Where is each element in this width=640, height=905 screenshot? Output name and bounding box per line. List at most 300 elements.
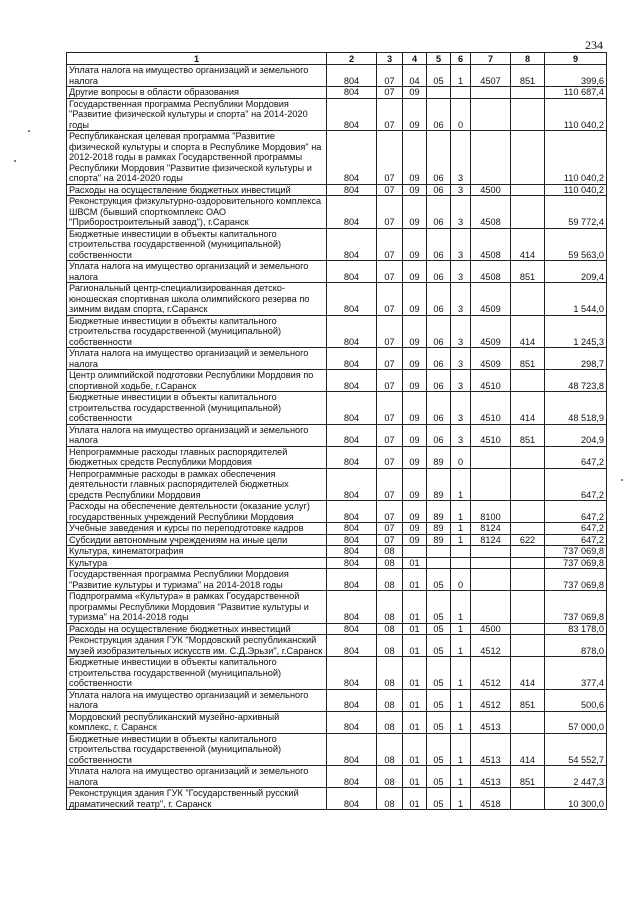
row-amount: 647,2 (545, 523, 607, 535)
row-code-2: 804 (327, 557, 377, 569)
row-code-8 (511, 370, 545, 392)
row-code-4: 09 (403, 315, 427, 348)
row-code-4: 01 (403, 635, 427, 657)
row-code-6: 3 (451, 261, 471, 283)
row-description: Расходы на осуществление бюджетных инвестиций (67, 184, 327, 196)
row-code-8: 851 (511, 348, 545, 370)
row-amount: 59 772,4 (545, 196, 607, 229)
table-row (67, 689, 607, 711)
row-code-3: 07 (377, 501, 403, 523)
row-code-2: 804 (327, 424, 377, 446)
row-code-6: 1 (451, 534, 471, 546)
row-code-3: 08 (377, 546, 403, 558)
row-code-8 (511, 283, 545, 316)
row-description: Уплата налога на имущество организаций и земельного налога (67, 348, 327, 370)
row-code-4: 09 (403, 534, 427, 546)
row-amount: 298,7 (545, 348, 607, 370)
row-description: Другие вопросы в области образования (67, 87, 327, 99)
row-code-6: 3 (451, 184, 471, 196)
table-row (67, 501, 607, 523)
row-code-2: 804 (327, 501, 377, 523)
budget-table (66, 52, 607, 810)
row-description: Непрограммные расходы главных распорядителей бюджетных средств Республики Мордовия (67, 446, 327, 468)
row-amount: 48 723,8 (545, 370, 607, 392)
row-code-7: 4513 (471, 711, 511, 733)
row-description: Бюджетные инвестиции в объекты капитального строительства государственной (муниципальной) собственности (67, 228, 327, 261)
table-row (67, 711, 607, 733)
row-code-2: 804 (327, 711, 377, 733)
row-code-2: 804 (327, 468, 377, 501)
row-code-7: 4509 (471, 283, 511, 316)
row-code-3: 08 (377, 623, 403, 635)
table-row (67, 788, 607, 810)
row-code-6: 1 (451, 501, 471, 523)
row-amount: 1 245,3 (545, 315, 607, 348)
table-row (67, 315, 607, 348)
scan-speck (621, 479, 623, 481)
row-code-6: 1 (451, 657, 471, 690)
table-row (67, 733, 607, 766)
row-code-8 (511, 87, 545, 99)
row-description: Уплата налога на имущество организаций и земельного налога (67, 766, 327, 788)
row-code-7: 4508 (471, 261, 511, 283)
row-code-2: 804 (327, 446, 377, 468)
row-code-7: 4500 (471, 184, 511, 196)
row-code-7 (471, 468, 511, 501)
row-code-3: 07 (377, 446, 403, 468)
row-code-5 (427, 557, 451, 569)
row-description: Республиканская целевая программа "Развитие физической культуры и спорта в Республике Мордовия" на 2012-2018 годы в рамках Государственной программы Республики Мордовия "Развитие физической культуры и спорта" на 2014-2020 годы (67, 131, 327, 185)
row-amount: 737 069,8 (545, 591, 607, 624)
row-code-5: 06 (427, 131, 451, 185)
row-code-8: 414 (511, 392, 545, 425)
row-code-3: 08 (377, 569, 403, 591)
row-code-5: 06 (427, 348, 451, 370)
row-code-6: 0 (451, 98, 471, 131)
row-code-4: 01 (403, 557, 427, 569)
row-code-2: 804 (327, 546, 377, 558)
row-code-4: 09 (403, 228, 427, 261)
header-cell: 4 (403, 53, 427, 65)
row-amount: 737 069,8 (545, 557, 607, 569)
header-cell: 5 (427, 53, 451, 65)
row-code-2: 804 (327, 184, 377, 196)
row-code-4: 01 (403, 711, 427, 733)
row-description: Непрограммные расходы в рамках обеспечения деятельности главных распорядителей бюджетных средств Республики Мордовия (67, 468, 327, 501)
header-cell: 1 (67, 53, 327, 65)
row-code-6: 3 (451, 370, 471, 392)
table-row (67, 98, 607, 131)
header-cell: 9 (545, 53, 607, 65)
row-code-7: 8124 (471, 523, 511, 535)
row-description: Реконструкция здания ГУК "Государственный русский драматический театр", г. Саранск (67, 788, 327, 810)
row-code-6: 3 (451, 424, 471, 446)
row-description: Реконструкция здания ГУК "Мордовский республиканский музей изобразительных искусств им. С.Д.Эрьзи", г.Саранск (67, 635, 327, 657)
row-code-2: 804 (327, 65, 377, 87)
row-code-6: 3 (451, 348, 471, 370)
row-code-2: 804 (327, 261, 377, 283)
row-code-2: 804 (327, 766, 377, 788)
row-code-4: 09 (403, 446, 427, 468)
row-code-2: 804 (327, 283, 377, 316)
row-amount: 737 069,8 (545, 546, 607, 558)
row-code-5: 06 (427, 370, 451, 392)
row-code-8: 414 (511, 315, 545, 348)
row-code-7: 4510 (471, 370, 511, 392)
row-description: Бюджетные инвестиции в объекты капитального строительства государственной (муниципальной) собственности (67, 657, 327, 690)
row-amount: 204,9 (545, 424, 607, 446)
table-row (67, 446, 607, 468)
row-code-3: 07 (377, 424, 403, 446)
row-code-2: 804 (327, 623, 377, 635)
row-code-8 (511, 623, 545, 635)
row-code-7: 4512 (471, 635, 511, 657)
header-cell: 8 (511, 53, 545, 65)
table-row (67, 228, 607, 261)
row-code-6: 1 (451, 65, 471, 87)
row-code-6: 0 (451, 569, 471, 591)
row-code-5: 05 (427, 569, 451, 591)
row-code-3: 07 (377, 523, 403, 535)
row-code-8: 851 (511, 261, 545, 283)
row-code-8: 414 (511, 228, 545, 261)
row-code-6 (451, 87, 471, 99)
row-code-6: 1 (451, 733, 471, 766)
row-code-4: 09 (403, 501, 427, 523)
header-cell: 7 (471, 53, 511, 65)
row-code-3: 08 (377, 557, 403, 569)
scan-speck (14, 160, 16, 162)
row-code-2: 804 (327, 591, 377, 624)
row-code-2: 804 (327, 523, 377, 535)
row-amount: 647,2 (545, 501, 607, 523)
table-row (67, 534, 607, 546)
table-row (67, 569, 607, 591)
row-code-7 (471, 546, 511, 558)
row-code-6: 1 (451, 468, 471, 501)
row-code-2: 804 (327, 87, 377, 99)
row-code-4: 09 (403, 523, 427, 535)
row-amount: 83 178,0 (545, 623, 607, 635)
row-code-3: 08 (377, 635, 403, 657)
table-row (67, 87, 607, 99)
row-code-8 (511, 788, 545, 810)
row-code-2: 804 (327, 228, 377, 261)
row-code-5: 89 (427, 501, 451, 523)
row-code-5: 05 (427, 591, 451, 624)
row-code-6: 1 (451, 766, 471, 788)
row-amount: 647,2 (545, 446, 607, 468)
row-description: Учебные заведения и курсы по переподготовке кадров (67, 523, 327, 535)
row-code-3: 07 (377, 348, 403, 370)
row-amount: 737 069,8 (545, 569, 607, 591)
row-amount: 59 563,0 (545, 228, 607, 261)
row-code-7: 4500 (471, 623, 511, 635)
row-code-3: 07 (377, 87, 403, 99)
row-code-4: 09 (403, 184, 427, 196)
row-amount: 110 687,4 (545, 87, 607, 99)
row-code-6: 3 (451, 228, 471, 261)
row-code-8 (511, 523, 545, 535)
row-code-5 (427, 546, 451, 558)
row-code-8: 414 (511, 657, 545, 690)
row-code-5: 05 (427, 623, 451, 635)
row-description: Уплата налога на имущество организаций и земельного налога (67, 261, 327, 283)
row-code-6: 1 (451, 591, 471, 624)
row-code-7: 4512 (471, 657, 511, 690)
row-code-8: 851 (511, 424, 545, 446)
row-code-4: 09 (403, 196, 427, 229)
row-amount: 377,4 (545, 657, 607, 690)
row-code-3: 07 (377, 131, 403, 185)
row-code-7 (471, 591, 511, 624)
row-code-4: 09 (403, 392, 427, 425)
row-description: Культура (67, 557, 327, 569)
row-code-8: 851 (511, 689, 545, 711)
row-code-2: 804 (327, 689, 377, 711)
row-code-8 (511, 635, 545, 657)
row-description: Расходы на осуществление бюджетных инвестиций (67, 623, 327, 635)
row-code-5: 05 (427, 766, 451, 788)
table-row (67, 623, 607, 635)
row-code-2: 804 (327, 370, 377, 392)
row-code-4: 09 (403, 468, 427, 501)
row-code-7: 8100 (471, 501, 511, 523)
row-code-5: 89 (427, 446, 451, 468)
row-code-5: 06 (427, 196, 451, 229)
row-code-5: 06 (427, 424, 451, 446)
row-code-6: 1 (451, 788, 471, 810)
row-code-8 (511, 711, 545, 733)
table-row (67, 557, 607, 569)
table-row (67, 523, 607, 535)
row-code-4: 09 (403, 87, 427, 99)
row-code-2: 804 (327, 733, 377, 766)
row-description: Мордовский республиканский музейно-архивный комплекс, г. Саранск (67, 711, 327, 733)
table-row (67, 283, 607, 316)
row-amount: 54 552,7 (545, 733, 607, 766)
row-code-5: 05 (427, 689, 451, 711)
table-row (67, 766, 607, 788)
row-description: Центр олимпийской подготовки Республики Мордовия по спортивной ходьбе, г.Саранск (67, 370, 327, 392)
row-code-7: 4508 (471, 196, 511, 229)
row-code-2: 804 (327, 98, 377, 131)
row-amount: 1 544,0 (545, 283, 607, 316)
row-code-8 (511, 98, 545, 131)
row-code-7: 4510 (471, 424, 511, 446)
row-amount: 48 518,9 (545, 392, 607, 425)
row-code-4: 01 (403, 623, 427, 635)
row-code-5: 05 (427, 733, 451, 766)
row-code-5: 89 (427, 523, 451, 535)
row-code-4: 09 (403, 424, 427, 446)
row-code-3: 08 (377, 733, 403, 766)
row-code-8: 851 (511, 65, 545, 87)
row-code-3: 08 (377, 591, 403, 624)
row-code-6: 1 (451, 623, 471, 635)
table-row (67, 261, 607, 283)
row-amount: 209,4 (545, 261, 607, 283)
row-code-6: 1 (451, 635, 471, 657)
row-code-4: 09 (403, 261, 427, 283)
row-code-8 (511, 569, 545, 591)
table-row (67, 424, 607, 446)
table-row (67, 657, 607, 690)
row-description: Уплата налога на имущество организаций и земельного налога (67, 65, 327, 87)
row-code-3: 07 (377, 98, 403, 131)
row-code-7: 4513 (471, 733, 511, 766)
row-code-6: 3 (451, 131, 471, 185)
row-code-8: 622 (511, 534, 545, 546)
row-description: Субсидии автономным учреждениям на иные цели (67, 534, 327, 546)
row-code-7 (471, 87, 511, 99)
row-code-3: 08 (377, 766, 403, 788)
table-row (67, 392, 607, 425)
row-code-3: 07 (377, 370, 403, 392)
row-code-4: 01 (403, 689, 427, 711)
row-code-5: 89 (427, 534, 451, 546)
row-code-8 (511, 131, 545, 185)
row-code-7: 8124 (471, 534, 511, 546)
row-code-5: 06 (427, 315, 451, 348)
row-code-3: 08 (377, 657, 403, 690)
row-code-3: 07 (377, 184, 403, 196)
row-code-7 (471, 98, 511, 131)
row-code-4: 09 (403, 283, 427, 316)
table-row (67, 546, 607, 558)
row-code-2: 804 (327, 657, 377, 690)
row-code-2: 804 (327, 196, 377, 229)
row-code-3: 08 (377, 788, 403, 810)
row-description: Бюджетные инвестиции в объекты капитального строительства государственной (муниципальной) собственности (67, 392, 327, 425)
row-code-2: 804 (327, 569, 377, 591)
row-code-4: 01 (403, 788, 427, 810)
row-description: Подпрограмма «Культура» в рамках Государственной программы Республики Мордовия "Развитие культуры и туризма" на 2014-2018 годы (67, 591, 327, 624)
row-code-3: 07 (377, 534, 403, 546)
row-code-7: 4518 (471, 788, 511, 810)
row-amount: 110 040,2 (545, 98, 607, 131)
header-cell: 3 (377, 53, 403, 65)
row-code-4: 01 (403, 733, 427, 766)
row-amount: 647,2 (545, 468, 607, 501)
row-code-3: 07 (377, 283, 403, 316)
row-code-7: 4508 (471, 228, 511, 261)
row-code-3: 07 (377, 196, 403, 229)
row-amount: 500,6 (545, 689, 607, 711)
table-row (67, 196, 607, 229)
row-code-5: 06 (427, 184, 451, 196)
row-code-7 (471, 131, 511, 185)
row-code-5: 05 (427, 711, 451, 733)
row-code-3: 07 (377, 65, 403, 87)
row-code-8: 414 (511, 733, 545, 766)
row-code-5: 06 (427, 283, 451, 316)
row-code-7: 4513 (471, 766, 511, 788)
row-description: Культура, кинематография (67, 546, 327, 558)
row-code-5: 05 (427, 65, 451, 87)
row-code-4: 09 (403, 348, 427, 370)
table-row (67, 131, 607, 185)
row-code-5 (427, 87, 451, 99)
row-code-8 (511, 557, 545, 569)
row-code-8 (511, 446, 545, 468)
row-description: Реконструкция физкультурно-оздоровительного комплекса ШВСМ (бывший спорткомплекс ОАО "Приборостроительный завод"), г.Саранск (67, 196, 327, 229)
row-code-4: 01 (403, 591, 427, 624)
row-amount: 647,2 (545, 534, 607, 546)
row-amount: 2 447,3 (545, 766, 607, 788)
row-code-3: 08 (377, 689, 403, 711)
scan-speck (28, 130, 30, 132)
row-amount: 110 040,2 (545, 131, 607, 185)
row-code-6: 3 (451, 283, 471, 316)
row-code-6: 0 (451, 446, 471, 468)
table-header-row (67, 53, 607, 65)
row-code-6: 1 (451, 689, 471, 711)
row-code-7: 4512 (471, 689, 511, 711)
row-code-5: 06 (427, 261, 451, 283)
row-code-4: 09 (403, 370, 427, 392)
row-amount: 110 040,2 (545, 184, 607, 196)
row-description: Уплата налога на имущество организаций и земельного налога (67, 689, 327, 711)
row-code-3: 07 (377, 315, 403, 348)
row-code-7: 4507 (471, 65, 511, 87)
row-code-3: 07 (377, 468, 403, 501)
row-code-6: 3 (451, 196, 471, 229)
row-code-7 (471, 557, 511, 569)
row-amount: 878,0 (545, 635, 607, 657)
row-description: Расходы на обеспечение деятельности (оказание услуг) государственных учреждений Республики Мордовия (67, 501, 327, 523)
row-amount: 10 300,0 (545, 788, 607, 810)
row-code-6 (451, 546, 471, 558)
row-code-2: 804 (327, 131, 377, 185)
row-code-7 (471, 446, 511, 468)
row-code-4: 04 (403, 65, 427, 87)
row-code-4: 09 (403, 98, 427, 131)
row-code-2: 804 (327, 392, 377, 425)
row-code-5: 89 (427, 468, 451, 501)
row-code-8 (511, 591, 545, 624)
row-code-7: 4510 (471, 392, 511, 425)
row-code-5: 06 (427, 228, 451, 261)
row-code-5: 05 (427, 788, 451, 810)
row-description: Государственная программа Республики Мордовия "Развитие культуры и туризма" на 2014-2018 годы (67, 569, 327, 591)
row-code-6: 1 (451, 711, 471, 733)
row-code-6: 1 (451, 523, 471, 535)
row-code-4 (403, 546, 427, 558)
row-code-2: 804 (327, 315, 377, 348)
row-code-5: 06 (427, 392, 451, 425)
row-code-7: 4509 (471, 315, 511, 348)
table-row (67, 468, 607, 501)
row-code-5: 05 (427, 635, 451, 657)
row-code-8 (511, 546, 545, 558)
row-code-6: 3 (451, 392, 471, 425)
row-code-5: 05 (427, 657, 451, 690)
table-row (67, 635, 607, 657)
row-description: Бюджетные инвестиции в объекты капитального строительства государственной (муниципальной) собственности (67, 733, 327, 766)
row-description: Бюджетные инвестиции в объекты капитального строительства государственной (муниципальной) собственности (67, 315, 327, 348)
table-row (67, 348, 607, 370)
row-code-8: 851 (511, 766, 545, 788)
row-code-8 (511, 184, 545, 196)
header-cell: 2 (327, 53, 377, 65)
row-code-6: 3 (451, 315, 471, 348)
row-code-3: 07 (377, 261, 403, 283)
row-code-4: 09 (403, 131, 427, 185)
table-row (67, 65, 607, 87)
row-code-8 (511, 468, 545, 501)
table-row (67, 370, 607, 392)
